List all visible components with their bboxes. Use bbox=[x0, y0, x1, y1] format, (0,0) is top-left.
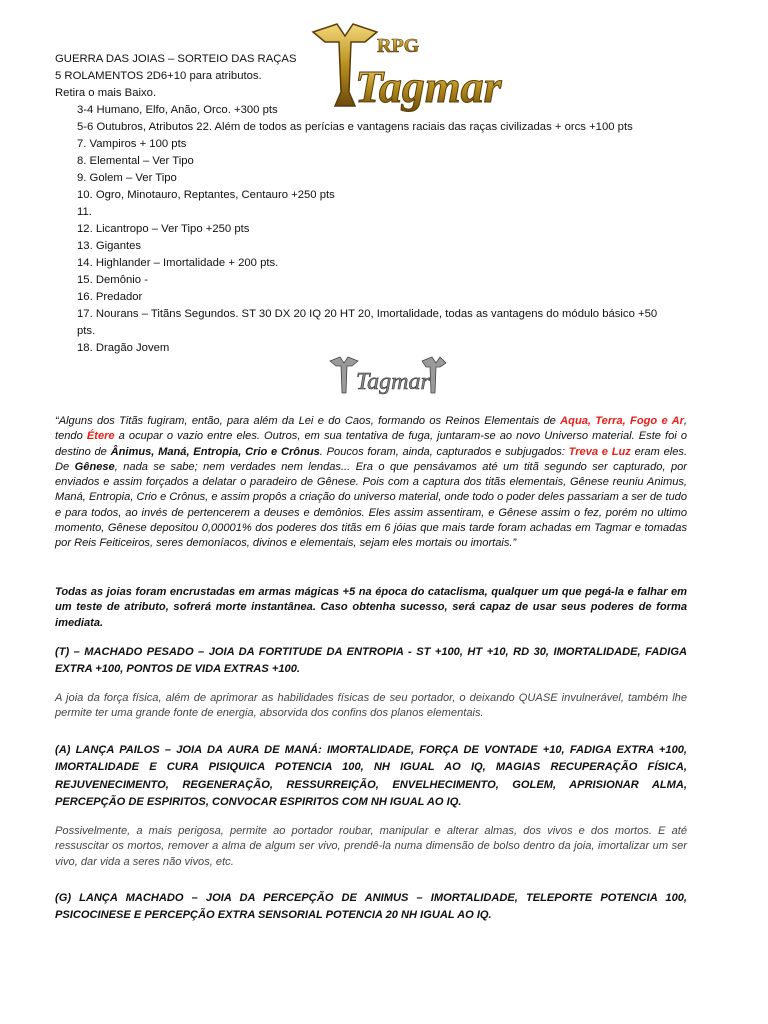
tagmar-small-logo bbox=[326, 355, 448, 399]
race-item: 15. Demônio - bbox=[77, 274, 148, 286]
race-item: 12. Licantropo – Ver Tipo +250 pts bbox=[77, 223, 250, 235]
race-item: 14. Highlander – Imortalidade + 200 pts. bbox=[77, 257, 279, 269]
race-item: 7. Vampiros + 100 pts bbox=[77, 138, 187, 150]
treva-highlight: Treva e Luz bbox=[568, 445, 631, 458]
tagmar-logo bbox=[305, 22, 505, 114]
jewel-title: (G) LANÇA MACHADO – JOIA DA PERCEPÇÃO DE ANIMUS – IMORTALIDADE, TELEPORTE POTENCIA 100, PSICOCINESE E PERCEPÇÃO EXTRA SENSORIAL POTENCIA 20 NH IGUAL AO IQ. bbox=[55, 892, 687, 921]
header-discard: Retira o mais Baixo. bbox=[55, 87, 157, 99]
genese-highlight: Gênese bbox=[74, 460, 115, 473]
header-title: GUERRA DAS JOIAS – SORTEIO DAS RAÇAS bbox=[55, 53, 297, 65]
jewels-intro: Todas as joias foram encrustadas em armas mágicas +5 na época do cataclisma, qualquer um que pegá-la e falhar em um teste de atributo, sofrerá morte instantânea. Caso obtenha sucesso, será capaz de usar seus poderes de forma imediata. bbox=[55, 586, 687, 629]
race-item: 18. Dragão Jovem bbox=[77, 342, 170, 354]
etere-highlight: Étere bbox=[86, 430, 115, 443]
race-item: 10. Ogro, Minotauro, Reptantes, Centauro +250 pts bbox=[77, 189, 335, 201]
small-logo-text: Tagmar bbox=[356, 369, 430, 395]
race-item: 8. Elemental – Ver Tipo bbox=[77, 155, 194, 167]
race-item: 5-6 Outubros, Atributos 22. Além de todos as perícias e vantagens raciais das raças civilizadas + orcs +100 pts bbox=[77, 121, 633, 133]
elements-highlight: Aqua, Terra, Fogo e Ar bbox=[560, 415, 684, 427]
logo-rpg-text: RPG bbox=[377, 35, 420, 57]
jewel-title: (A) LANÇA PAILOS – JOIA DA AURA DE MANÁ: IMORTALIDADE, FORÇA DE VONTADE +10, FADIGA EXTRA +100, IMORTALIDADE E CURA PISIQUICA POTENCIA 100, NH IGUAL AO IQ, MAGIAS RECUPERAÇÃO FÍSICA, REJUVENECIMENTO, REGENERAÇÃO, RESSURREIÇÃO, ENVELHECIMENTO, GOLEM, APRISIONAR ALMA, PERCEPÇÃO DE ESPIRITOS, CONVOCAR ESPIRITOS COM NH IGUAL AO IQ. bbox=[55, 744, 687, 808]
jewel-description: Possivelmente, a mais perigosa, permite ao portador roubar, manipular e alterar almas, dos vivos e dos mortos. E até ressuscitar os mortos, remover a alma de algum ser vivo, prendê-la numa dimensão de bolso dentro da joia, imortalizar um ser vivo, dar vida a seres não vivos, etc. bbox=[55, 825, 687, 868]
logo-main-text: Tagmar bbox=[355, 61, 502, 112]
titans-highlight: Ânimus, Maná, Entropia, Crio e Crônus bbox=[110, 445, 320, 458]
header-rolls: 5 ROLAMENTOS 2D6+10 para atributos. bbox=[55, 70, 262, 82]
jewel-description: A joia da força física, além de aprimorar as habilidades físicas de seu portador, o deixando QUASE invulnerável, também lhe permite ter uma grande fonte de energia, absorvida dos confins dos planos elementais. bbox=[55, 692, 687, 720]
race-item: 3-4 Humano, Elfo, Anão, Orco. +300 pts bbox=[77, 104, 278, 116]
lore-quote: “Alguns dos Titãs fugiram, então, para além da Lei e do Caos, formando os Reinos Elementais de Aqua, Terra, Fogo e Ar, tendo Étere a ocupar o vazio entre eles. Outros, em sua tentativa de fuga, juntaram-se ao novo Universo material. Este foi o destino de Ânimus, Maná, Entropia, Crio e Crônus. Poucos foram, ainda, capturados e subjugados: Treva e Luz eram eles. De Gênese, nada se sabe; nem verdades nem lendas... Era o que pensávamos até um titã segundo ser capturado, por enviados e assim forçados a delatar o paradeiro de Gênese. Pois com a captura dos titãs elementais, Gênese reuniu Animus, Maná, Entropia, Crio e Crônus, e assim propôs a criação do universo material, onde todo o poder deles passariam a ser de tudo e para todos, ao invés de pertencerem a deuses e demônios. Eles assim assentiram, e Gênese assim o fez, porém no ultimo momento, Gênese depositou 0,00001% dos poderes dos titãs em 6 jóias que mais tarde foram achadas em Tagmar e tomadas por Reis Feiticeiros, seres demoníacos, divinos e elementais, sejam eles mortais ou imortais.” bbox=[55, 415, 688, 550]
race-item: 17. Nourans – Titãns Segundos. ST 30 DX 20 IQ 20 HT 20, Imortalidade, todas as vantagens do módulo básico +50 bbox=[77, 308, 658, 320]
race-item: 13. Gigantes bbox=[77, 240, 142, 252]
jewel-title: (T) – MACHADO PESADO – JOIA DA FORTITUDE DA ENTROPIA - ST +100, HT +10, RD 30, IMORTALIDADE, FADIGA EXTRA +100, PONTOS DE VIDA EXTRAS +100. bbox=[55, 646, 687, 675]
race-item: 9. Golem – Ver Tipo bbox=[77, 172, 177, 184]
race-item: pts. bbox=[77, 325, 96, 337]
race-item: 16. Predador bbox=[77, 291, 143, 303]
race-item: 11. bbox=[77, 206, 92, 218]
